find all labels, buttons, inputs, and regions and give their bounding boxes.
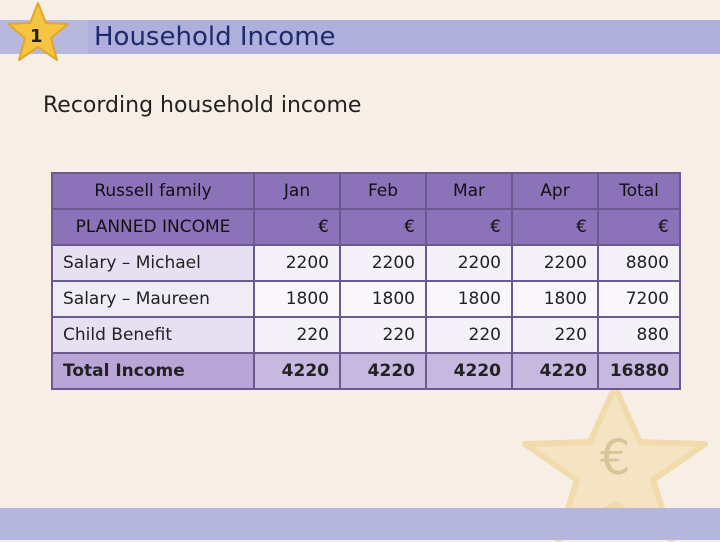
cell-value: 2200: [512, 245, 598, 281]
total-row: [52, 353, 680, 389]
cell-value: 4220: [254, 353, 340, 389]
header-mar: Mar: [426, 173, 512, 209]
income-table: [51, 172, 681, 390]
slide-subtitle: Recording household income: [43, 93, 362, 118]
header-total: Total: [598, 173, 680, 209]
currency-row: [52, 209, 680, 245]
currency-jan: €: [254, 209, 340, 245]
cell-value: 1800: [254, 281, 340, 317]
header-row: [52, 173, 680, 209]
header-feb: Feb: [340, 173, 426, 209]
cell-value: 220: [512, 317, 598, 353]
footer-band: [0, 508, 720, 540]
cell-value: 1800: [426, 281, 512, 317]
row-label: Child Benefit: [52, 317, 254, 353]
cell-value: 1800: [512, 281, 598, 317]
cell-value: 4220: [512, 353, 598, 389]
cell-value: 4220: [426, 353, 512, 389]
cell-value: 220: [254, 317, 340, 353]
cell-value: 2200: [426, 245, 512, 281]
header-jan: Jan: [254, 173, 340, 209]
cell-value: 4220: [340, 353, 426, 389]
table-row: [52, 317, 680, 353]
currency-total: €: [598, 209, 680, 245]
cell-value: 220: [340, 317, 426, 353]
cell-value: 2200: [340, 245, 426, 281]
row-label: Salary – Maureen: [52, 281, 254, 317]
header-apr: Apr: [512, 173, 598, 209]
header-family: Russell family: [52, 173, 254, 209]
cell-total: 16880: [598, 353, 680, 389]
table-row: [52, 245, 680, 281]
table-row: [52, 281, 680, 317]
cell-total: 880: [598, 317, 680, 353]
header-planned-income: PLANNED INCOME: [52, 209, 254, 245]
cell-total: 7200: [598, 281, 680, 317]
cell-value: 2200: [254, 245, 340, 281]
cell-value: 1800: [340, 281, 426, 317]
currency-feb: €: [340, 209, 426, 245]
cell-total: 8800: [598, 245, 680, 281]
slide-title: Household Income: [94, 22, 336, 52]
currency-apr: €: [512, 209, 598, 245]
watermark-euro: €: [599, 430, 631, 486]
row-label: Total Income: [52, 353, 254, 389]
slide-number: 1: [30, 26, 43, 47]
row-label: Salary – Michael: [52, 245, 254, 281]
currency-mar: €: [426, 209, 512, 245]
cell-value: 220: [426, 317, 512, 353]
